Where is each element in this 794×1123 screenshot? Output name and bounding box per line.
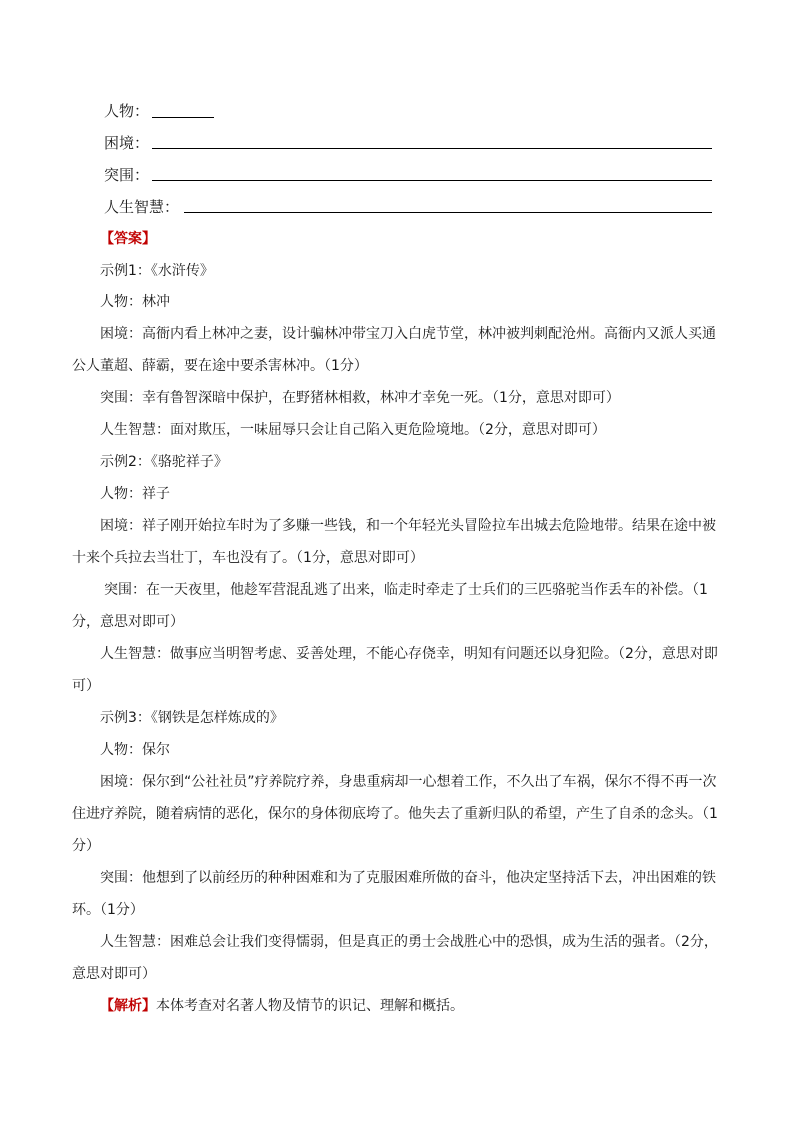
example-1-person: 人物：林冲 (100, 294, 170, 310)
example-3-title: 示例3：《钢铁是怎样炼成的》 (100, 710, 284, 726)
example-2-title: 示例2：《骆驼祥子》 (100, 454, 228, 470)
analysis-header: 【解析】 (100, 998, 156, 1014)
example-2-wisdom: 人生智慧：做事应当明智考虑、妥善处理，不能心存侥幸，明知有问题还以身犯险。（2分，意思对即可） (72, 646, 718, 694)
example-3-dilemma: 困境：保尔到“公社社员”疗养院疗养，身患重病却一心想着工作，不久出了车祸，保尔不得不再一次住进疗养院，随着病情的恶化，保尔的身体彻底垮了。他失去了重新归队的希望，产生了自杀的念头。（1分） (72, 774, 718, 854)
wisdom-label: 人生智慧： (104, 198, 180, 216)
breakout-label: 突围： (104, 166, 150, 184)
wisdom-blank-line[interactable] (184, 212, 712, 213)
breakout-blank-line[interactable] (152, 180, 712, 181)
analysis-line (100, 996, 464, 1016)
example-2-person: 人物：祥子 (100, 486, 170, 502)
example-2-breakout: 突围：在一天夜里，他趁军营混乱逃了出来，临走时牵走了士兵们的三匹骆驼当作丢车的补偿。（1分，意思对即可） (72, 582, 708, 630)
person-blank-line[interactable] (152, 117, 214, 118)
example-3-person: 人物：保尔 (100, 742, 170, 758)
example-3-wisdom: 人生智慧：困难总会让我们变得懦弱，但是真正的勇士会战胜心中的恐惧，成为生活的强者。（2分，意思对即可） (72, 934, 718, 982)
analysis-text: 本体考查对名著人物及情节的识记、理解和概括。 (156, 998, 464, 1014)
example-1-title: 示例1：《水浒传》 (100, 263, 214, 279)
answer-header: 【答案】 (100, 231, 156, 247)
dilemma-label: 困境： (104, 134, 150, 152)
example-1-dilemma: 困境：高衙内看上林冲之妻，设计骗林冲带宝刀入白虎节堂，林冲被判刺配沧州。高衙内又派人买通公人董超、薛霸，要在途中要杀害林冲。（1分） (72, 326, 716, 374)
example-1-breakout: 突围：幸有鲁智深暗中保护，在野猪林相救，林冲才幸免一死。（1分，意思对即可） (100, 390, 620, 406)
example-3-breakout: 突围：他想到了以前经历的种种困难和为了克服困难所做的奋斗，他决定坚持活下去，冲出困难的铁环。（1分） (72, 870, 716, 918)
dilemma-blank-line[interactable] (152, 148, 712, 149)
example-2-dilemma: 困境：祥子刚开始拉车时为了多赚一些钱，和一个年轻光头冒险拉车出城去危险地带。结果在途中被十来个兵拉去当壮丁，车也没有了。（1分，意思对即可） (72, 518, 716, 566)
person-label: 人物： (104, 102, 150, 120)
example-1-wisdom: 人生智慧：面对欺压，一味屈辱只会让自己陷入更危险境地。（2分，意思对即可） (100, 422, 606, 438)
